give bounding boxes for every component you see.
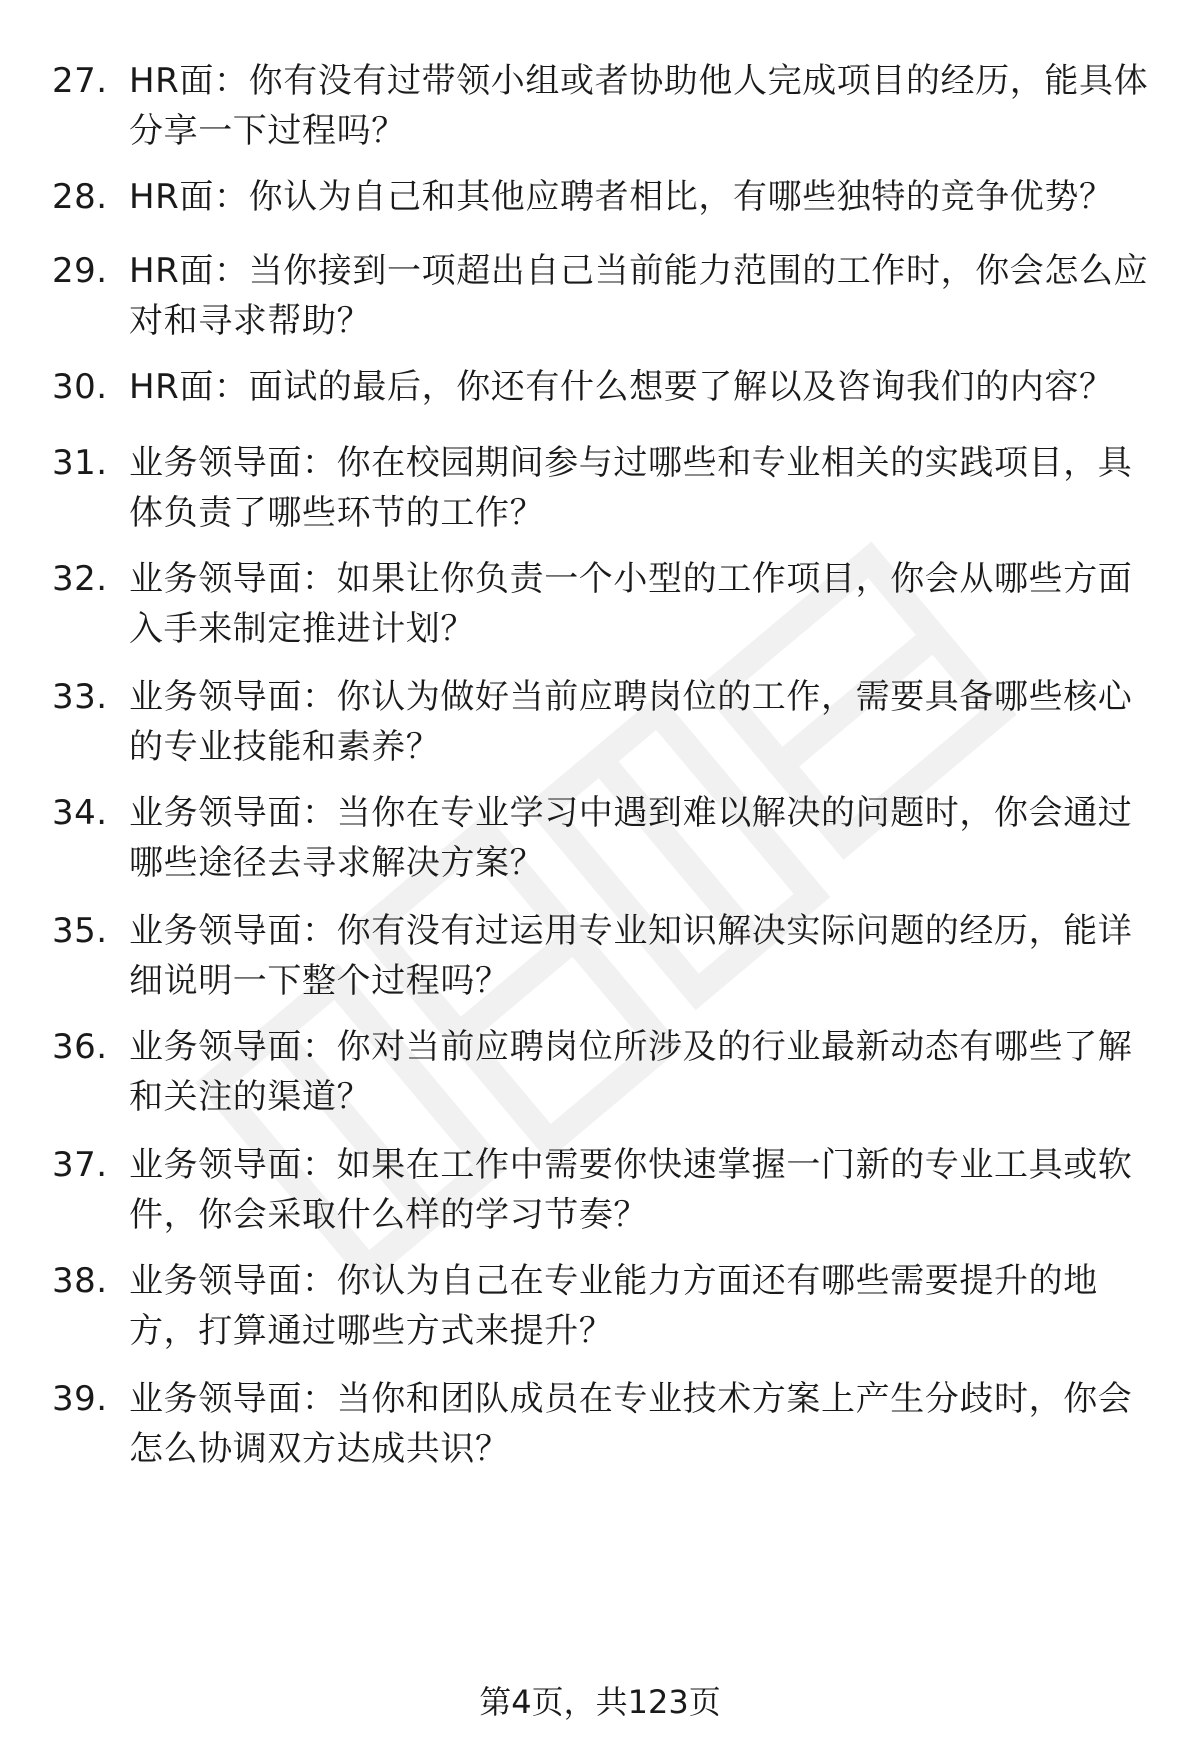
question-text: 业务领导面：你在校园期间参与过哪些和专业相关的实践项目，具体负责了哪些环节的工作？ bbox=[129, 443, 1133, 533]
question-text: 业务领导面：你认为做好当前应聘岗位的工作，需要具备哪些核心的专业技能和素养？ bbox=[129, 677, 1133, 767]
question-text: HR面：你有没有过带领小组或者协助他人完成项目的经历，能具体分享一下过程吗？ bbox=[129, 61, 1149, 151]
question-text: 业务领导面：你认为自己在专业能力方面还有哪些需要提升的地方，打算通过哪些方式来提升？ bbox=[129, 1261, 1098, 1351]
question-number: 38. bbox=[52, 1261, 108, 1301]
question-number: 33. bbox=[52, 677, 108, 717]
question-text: HR面：你认为自己和其他应聘者相比，有哪些独特的竞争优势？ bbox=[129, 177, 1114, 217]
question-number: 39. bbox=[52, 1379, 108, 1419]
question-number: 35. bbox=[52, 911, 108, 951]
question-number: 36. bbox=[52, 1027, 108, 1067]
question-text: 业务领导面：如果让你负责一个小型的工作项目，你会从哪些方面入手来制定推进计划？ bbox=[129, 559, 1133, 649]
question-number: 28. bbox=[52, 177, 108, 217]
question-text: 业务领导面：你有没有过运用专业知识解决实际问题的经历，能详细说明一下整个过程吗？ bbox=[129, 911, 1133, 1001]
question-text: HR面：当你接到一项超出自己当前能力范围的工作时，你会怎么应对和寻求帮助？ bbox=[129, 251, 1149, 341]
question-text: 业务领导面：如果在工作中需要你快速掌握一门新的专业工具或软件，你会采取什么样的学习节奏？ bbox=[129, 1145, 1133, 1235]
question-number: 37. bbox=[52, 1145, 108, 1185]
question-number: 30. bbox=[52, 367, 108, 407]
question-number: 27. bbox=[52, 61, 108, 101]
question-text: 业务领导面：当你和团队成员在专业技术方案上产生分歧时，你会怎么协调双方达成共识？ bbox=[129, 1379, 1133, 1469]
question-number: 31. bbox=[52, 443, 108, 483]
question-text: 业务领导面：当你在专业学习中遇到难以解决的问题时，你会通过哪些途径去寻求解决方案？ bbox=[129, 793, 1133, 883]
question-text: 业务领导面：你对当前应聘岗位所涉及的行业最新动态有哪些了解和关注的渠道？ bbox=[129, 1027, 1133, 1117]
question-text: HR面：面试的最后，你还有什么想要了解以及咨询我们的内容？ bbox=[129, 367, 1114, 407]
page-footer: 第4页，共123页 bbox=[479, 1683, 721, 1721]
question-number: 29. bbox=[52, 251, 108, 291]
question-number: 32. bbox=[52, 559, 108, 599]
question-number: 34. bbox=[52, 793, 108, 833]
